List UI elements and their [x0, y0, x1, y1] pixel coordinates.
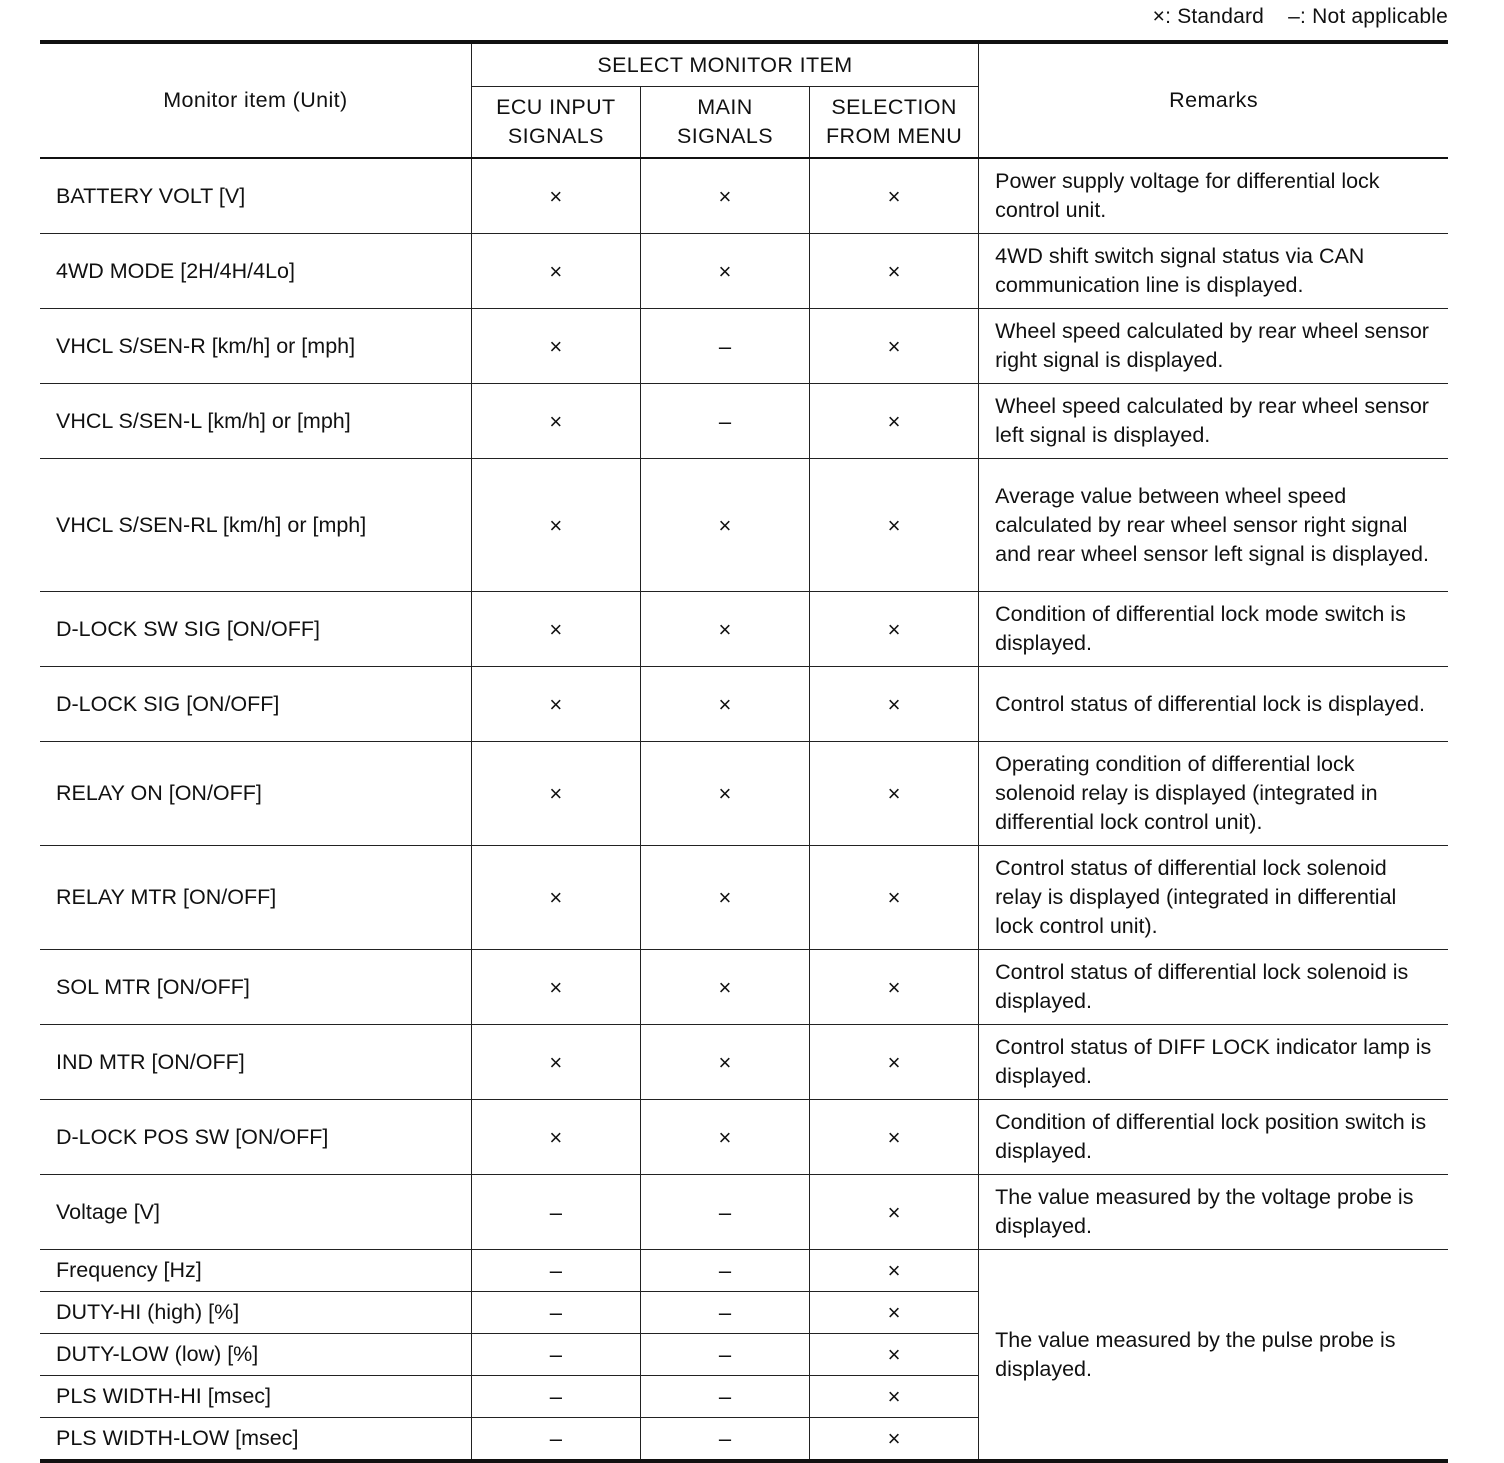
remarks-cell: Control status of differential lock solenoid relay is displayed (integrated in differential lock control unit).: [979, 846, 1448, 950]
main-signals-mark: –: [640, 1334, 809, 1376]
selection-menu-mark: ×: [810, 459, 979, 592]
main-signals-mark: ×: [640, 158, 809, 234]
monitor-item: PLS WIDTH-HI [msec]: [40, 1376, 471, 1418]
main-signals-mark: ×: [640, 234, 809, 309]
remarks-cell: Control status of differential lock solenoid is displayed.: [979, 950, 1448, 1025]
selection-menu-mark: ×: [810, 1376, 979, 1418]
selection-menu-mark: ×: [810, 1025, 979, 1100]
ecu-input-mark: ×: [471, 742, 640, 846]
remarks-cell: Average value between wheel speed calculated by rear wheel sensor right signal and rear wheel sensor left signal is displayed.: [979, 459, 1448, 592]
remarks-cell: Power supply voltage for differential lock control unit.: [979, 158, 1448, 234]
main-signals-mark: –: [640, 1418, 809, 1462]
ecu-input-signals-header: ECU INPUT SIGNALS: [471, 87, 640, 159]
main-signals-mark: ×: [640, 950, 809, 1025]
ecu-input-mark: –: [471, 1175, 640, 1250]
ecu-input-mark: ×: [471, 592, 640, 667]
monitor-item: DUTY-HI (high) [%]: [40, 1292, 471, 1334]
table-row: [40, 950, 1448, 1025]
monitor-item: VHCL S/SEN-RL [km/h] or [mph]: [40, 459, 471, 592]
monitor-item: DUTY-LOW (low) [%]: [40, 1334, 471, 1376]
monitor-item: SOL MTR [ON/OFF]: [40, 950, 471, 1025]
main-signals-mark: –: [640, 1292, 809, 1334]
monitor-item-table: [40, 40, 1448, 1463]
ecu-input-mark: ×: [471, 846, 640, 950]
remarks-cell: Condition of differential lock position switch is displayed.: [979, 1100, 1448, 1175]
monitor-item: D-LOCK SIG [ON/OFF]: [40, 667, 471, 742]
monitor-item: RELAY MTR [ON/OFF]: [40, 846, 471, 950]
monitor-item: Voltage [V]: [40, 1175, 471, 1250]
table-row: [40, 384, 1448, 459]
remarks-cell: The value measured by the voltage probe is displayed.: [979, 1175, 1448, 1250]
pulse-probe-remarks: The value measured by the pulse probe is displayed.: [979, 1250, 1448, 1462]
ecu-input-mark: ×: [471, 1100, 640, 1175]
selection-menu-mark: ×: [810, 1175, 979, 1250]
main-signals-mark: ×: [640, 459, 809, 592]
remarks-cell: Control status of differential lock is displayed.: [979, 667, 1448, 742]
ecu-input-mark: ×: [471, 309, 640, 384]
selection-menu-mark: ×: [810, 667, 979, 742]
main-signals-header: MAIN SIGNALS: [640, 87, 809, 159]
ecu-input-mark: ×: [471, 1025, 640, 1100]
selection-menu-mark: ×: [810, 1418, 979, 1462]
table-row: [40, 309, 1448, 384]
remarks-cell: Condition of differential lock mode switch is displayed.: [979, 592, 1448, 667]
table-row: [40, 234, 1448, 309]
main-signals-mark: –: [640, 1175, 809, 1250]
remarks-header: Remarks: [979, 42, 1448, 158]
main-signals-mark: ×: [640, 1025, 809, 1100]
table-row: [40, 1025, 1448, 1100]
monitor-item: IND MTR [ON/OFF]: [40, 1025, 471, 1100]
ecu-input-mark: ×: [471, 234, 640, 309]
selection-menu-mark: ×: [810, 950, 979, 1025]
selection-menu-mark: ×: [810, 158, 979, 234]
remarks-cell: Wheel speed calculated by rear wheel sensor right signal is displayed.: [979, 309, 1448, 384]
selection-menu-mark: ×: [810, 1292, 979, 1334]
remarks-cell: Control status of DIFF LOCK indicator lamp is displayed.: [979, 1025, 1448, 1100]
main-signals-mark: –: [640, 309, 809, 384]
monitor-item: VHCL S/SEN-R [km/h] or [mph]: [40, 309, 471, 384]
ecu-input-mark: –: [471, 1250, 640, 1292]
selection-from-menu-header: SELECTION FROM MENU: [810, 87, 979, 159]
ecu-input-mark: ×: [471, 667, 640, 742]
main-signals-mark: ×: [640, 742, 809, 846]
monitor-item: BATTERY VOLT [V]: [40, 158, 471, 234]
selection-menu-mark: ×: [810, 592, 979, 667]
remarks-cell: Wheel speed calculated by rear wheel sensor left signal is displayed.: [979, 384, 1448, 459]
selection-menu-mark: ×: [810, 742, 979, 846]
table-row: [40, 667, 1448, 742]
monitor-item: RELAY ON [ON/OFF]: [40, 742, 471, 846]
main-signals-mark: ×: [640, 592, 809, 667]
monitor-item: D-LOCK POS SW [ON/OFF]: [40, 1100, 471, 1175]
ecu-input-mark: –: [471, 1418, 640, 1462]
table-row: [40, 1100, 1448, 1175]
selection-menu-mark: ×: [810, 1334, 979, 1376]
ecu-input-mark: –: [471, 1292, 640, 1334]
selection-menu-mark: ×: [810, 846, 979, 950]
ecu-input-mark: –: [471, 1334, 640, 1376]
monitor-item: VHCL S/SEN-L [km/h] or [mph]: [40, 384, 471, 459]
main-signals-mark: –: [640, 1376, 809, 1418]
ecu-input-mark: ×: [471, 158, 640, 234]
table-row: [40, 1175, 1448, 1250]
main-signals-mark: ×: [640, 667, 809, 742]
ecu-input-mark: ×: [471, 950, 640, 1025]
selection-menu-mark: ×: [810, 1250, 979, 1292]
selection-menu-mark: ×: [810, 309, 979, 384]
table-row: [40, 742, 1448, 846]
table-row: [40, 459, 1448, 592]
ecu-input-mark: ×: [471, 384, 640, 459]
main-signals-mark: –: [640, 384, 809, 459]
remarks-cell: 4WD shift switch signal status via CAN communication line is displayed.: [979, 234, 1448, 309]
monitor-item: PLS WIDTH-LOW [msec]: [40, 1418, 471, 1462]
main-signals-mark: ×: [640, 846, 809, 950]
legend: ×: Standard –: Not applicable: [1152, 5, 1448, 28]
table-row: [40, 846, 1448, 950]
table-row: [40, 592, 1448, 667]
main-signals-mark: ×: [640, 1100, 809, 1175]
ecu-input-mark: ×: [471, 459, 640, 592]
selection-menu-mark: ×: [810, 234, 979, 309]
remarks-cell: Operating condition of differential lock solenoid relay is displayed (integrated in differential lock control unit).: [979, 742, 1448, 846]
selection-menu-mark: ×: [810, 1100, 979, 1175]
monitor-item: Frequency [Hz]: [40, 1250, 471, 1292]
select-monitor-item-header: SELECT MONITOR ITEM: [471, 42, 978, 87]
main-signals-mark: –: [640, 1250, 809, 1292]
monitor-item: D-LOCK SW SIG [ON/OFF]: [40, 592, 471, 667]
table-row: [40, 158, 1448, 234]
ecu-input-mark: –: [471, 1376, 640, 1418]
monitor-item-header: Monitor item (Unit): [40, 42, 471, 158]
table-row: [40, 1250, 1448, 1292]
monitor-item: 4WD MODE [2H/4H/4Lo]: [40, 234, 471, 309]
selection-menu-mark: ×: [810, 384, 979, 459]
